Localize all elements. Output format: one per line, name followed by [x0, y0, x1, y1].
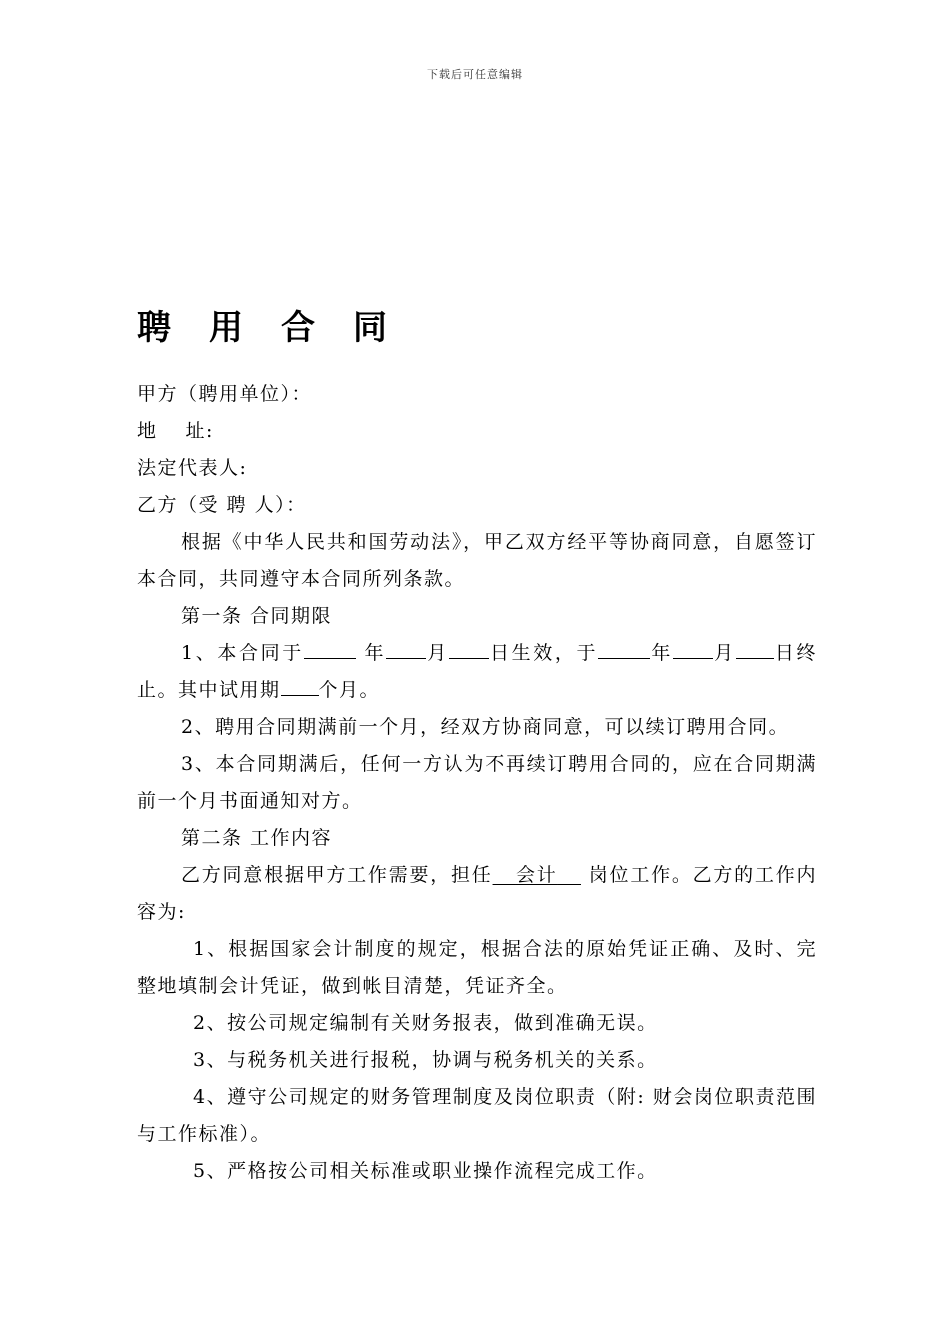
- party-b-line: 乙方（受 聘 人）：: [137, 494, 307, 516]
- clause-1-day-1: 日生效，于: [488, 642, 599, 664]
- legal-rep-line: 法定代表人:: [137, 457, 248, 479]
- document-title: 聘用合同: [137, 308, 425, 348]
- end-day-blank: [736, 638, 774, 659]
- address-line: 地 址:: [137, 420, 214, 442]
- clause-1-prefix: 1、本合同于: [181, 642, 304, 664]
- duty-item-5: 5、严格按公司相关标准或职业操作流程完成工作。: [193, 1160, 658, 1182]
- duty-item-1: 1、根据国家会计制度的规定，根据合法的原始凭证正确、及时、完整地填制会计凭证，做到帐目清楚，凭证齐全。: [137, 938, 817, 997]
- header-note: 下载后可任意编辑: [427, 68, 523, 81]
- start-month-blank: [386, 638, 426, 659]
- clause-1-month-1: 月: [426, 642, 449, 664]
- duty-item-3: 3、与税务机关进行报税，协调与税务机关的关系。: [193, 1049, 658, 1071]
- intro-after: 岗位工作。乙方的工作内容为:: [137, 864, 817, 923]
- clause-1-month-2: 月: [712, 642, 736, 664]
- position-value: 会计: [515, 864, 558, 886]
- end-year-blank: [598, 638, 650, 659]
- intro-before: 乙方同意根据甲方工作需要，担任: [181, 864, 493, 886]
- party-a-line: 甲方（聘用单位）：: [137, 383, 313, 405]
- article-2-intro: [137, 857, 817, 931]
- position-field: [493, 864, 581, 886]
- clause-1-year-1: 年: [364, 642, 387, 664]
- probation-blank: [281, 675, 319, 696]
- start-year-blank: [304, 638, 356, 659]
- clause-1-year-2: 年: [650, 642, 673, 664]
- clause-1-suffix: 个月。: [318, 679, 381, 701]
- duty-item-2: 2、按公司规定编制有关财务报表，做到准确无误。: [193, 1012, 658, 1034]
- clause-1-end: 日终止。其中试用期: [137, 642, 817, 701]
- preamble-paragraph: 根据《中华人民共和国劳动法》，甲乙双方经平等协商同意，自愿签订本合同，共同遵守本合同所列条款。: [137, 531, 817, 590]
- contract-body: [137, 376, 817, 1190]
- article-1-clause-2: 2、聘用合同期满前一个月，经双方协商同意，可以续订聘用合同。: [181, 716, 790, 738]
- article-1-heading: 第一条 合同期限: [181, 605, 333, 627]
- duty-item-4: 4、遵守公司规定的财务管理制度及岗位职责（附: 财会岗位职责范围与工作标准）。: [137, 1086, 817, 1145]
- end-month-blank: [673, 638, 713, 659]
- article-1-clause-1: [137, 635, 817, 709]
- article-2-heading: 第二条 工作内容: [181, 827, 333, 849]
- article-1-clause-3: 3、本合同期满后，任何一方认为不再续订聘用合同的，应在合同期满前一个月书面通知对方。: [137, 753, 817, 812]
- start-day-blank: [449, 638, 489, 659]
